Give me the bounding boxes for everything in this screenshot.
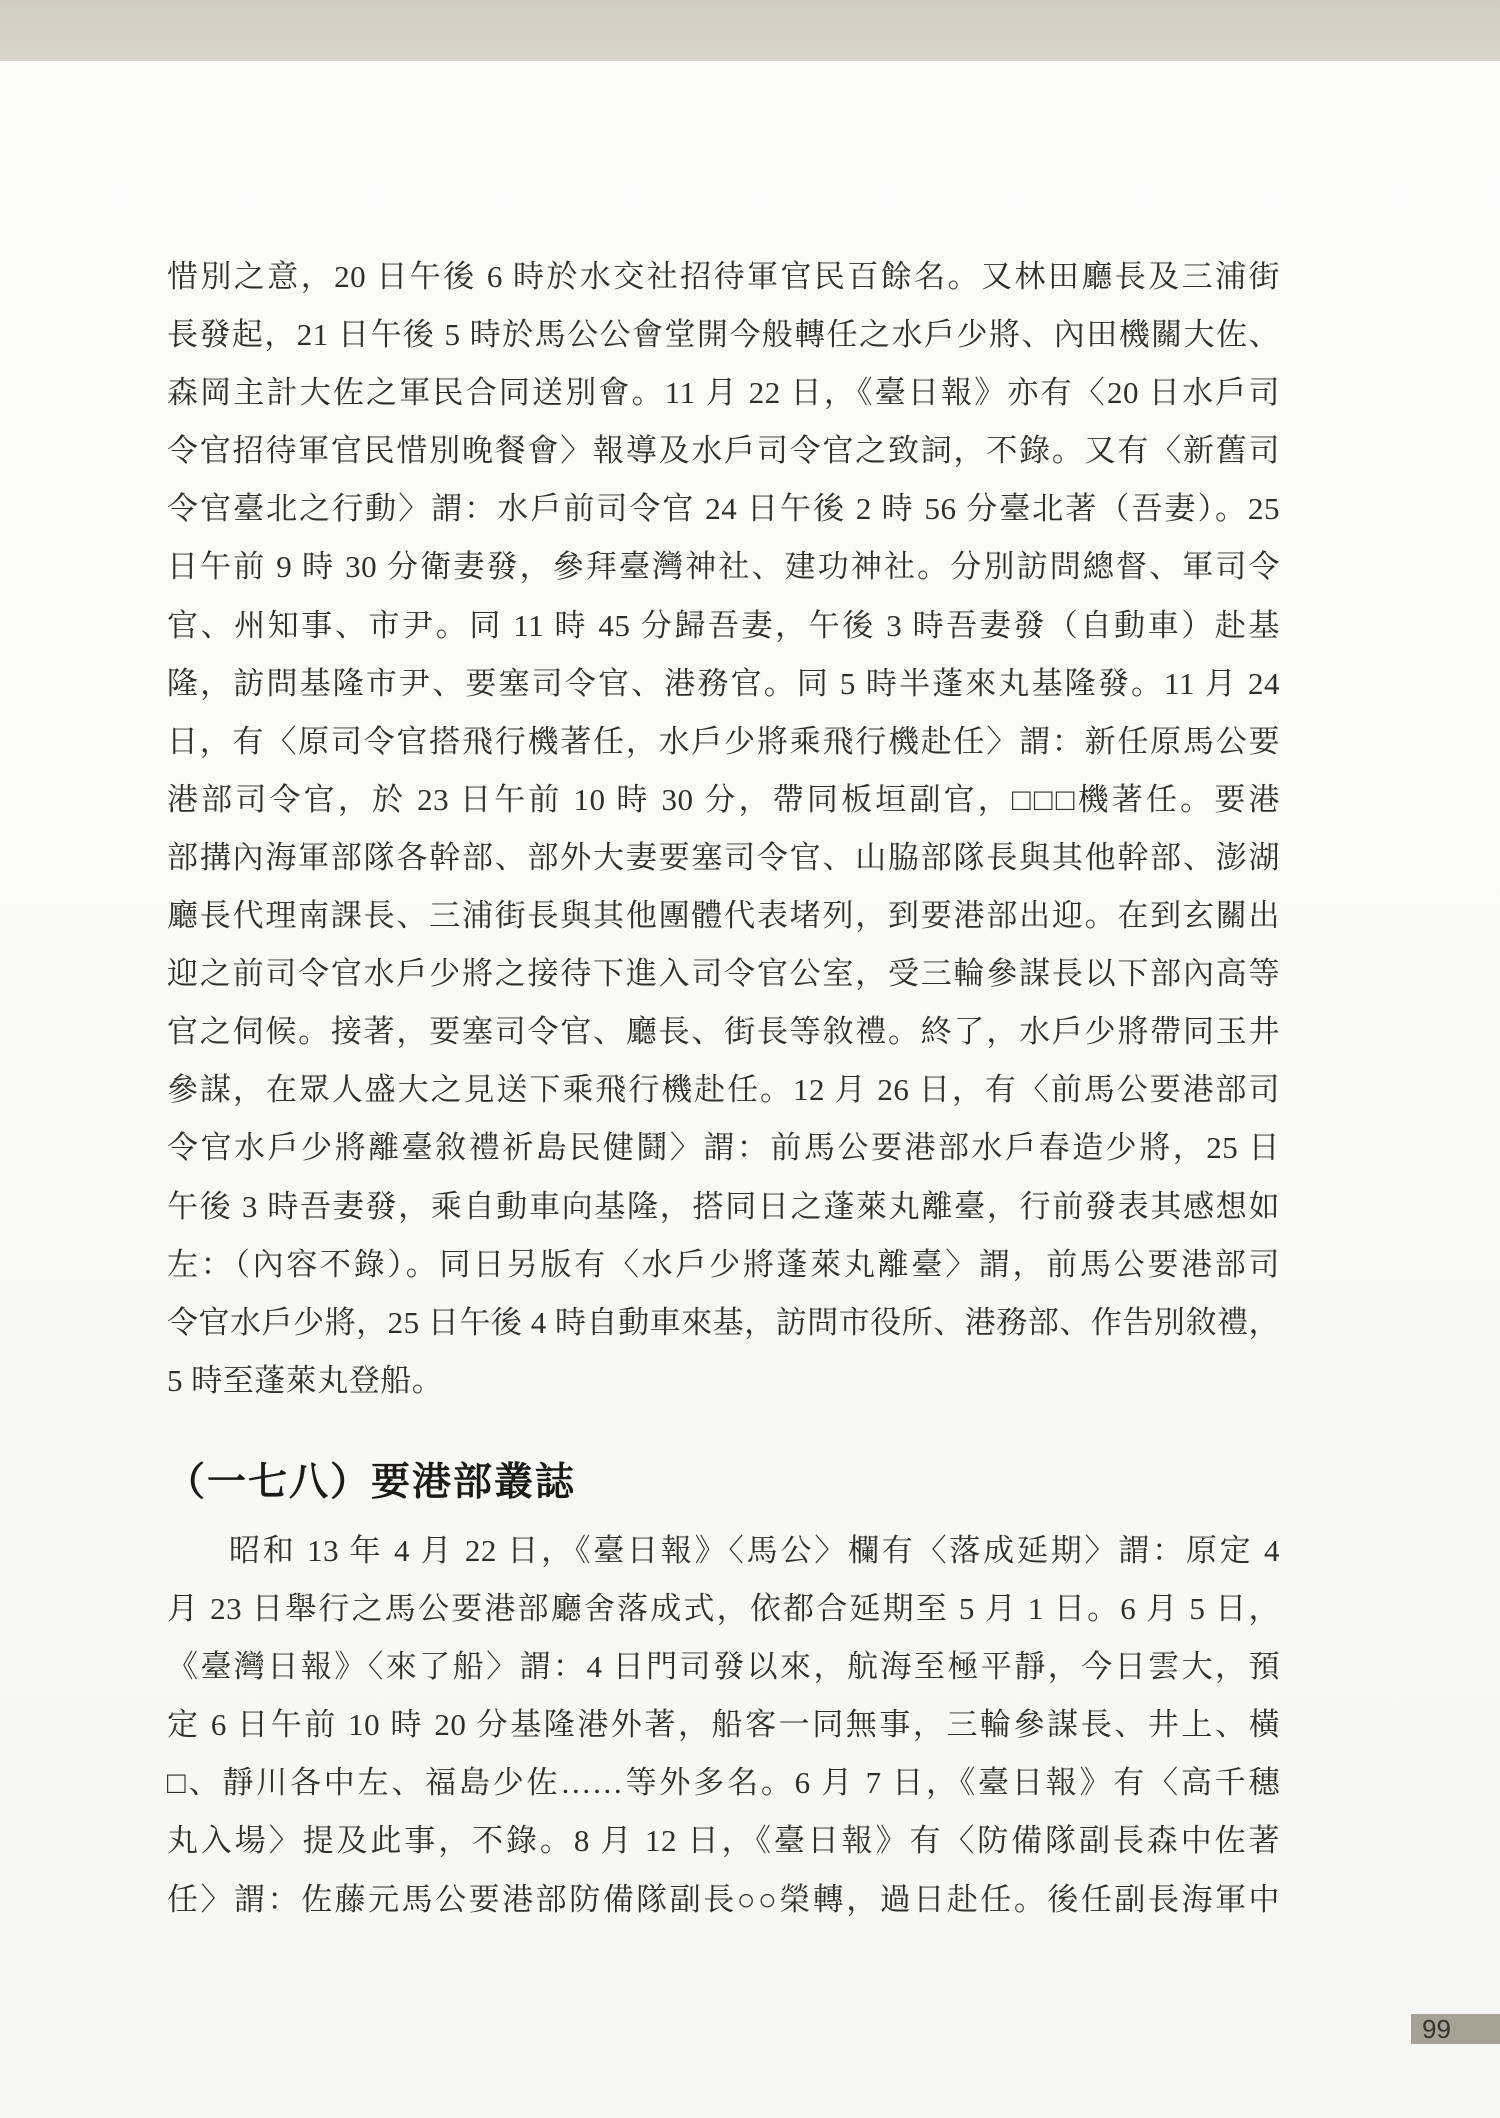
text-line: 隆，訪問基隆市尹、要塞司令官、港務官。同 5 時半蓬來丸基隆發。11 月 24 [167,665,1280,701]
page-number: 99 [1422,2014,1451,2044]
text-line: 部搆內海軍部隊各幹部、部外大妻要塞司令官、山脇部隊長與其他幹部、澎湖 [167,839,1280,875]
text-line: 月 23 日舉行之馬公要港部廳舍落成式，依都合延期至 5 月 1 日。6 月 5 日， [167,1591,1280,1627]
section-heading: （一七八）要港部叢誌 [166,1461,577,1504]
page-number-badge [1411,2014,1500,2044]
text-line: 迎之前司令官水戶少將之接待下進入司令官公室，受三輪參謀長以下部內高等 [167,956,1280,992]
text-line: 廳長代理南課長、三浦街長與其他團體代表堵列，到要港部出迎。在到玄關出 [167,898,1280,934]
text-line: 《臺灣日報》〈來了船〉謂：4 日門司發以來，航海至極平靜，今日雲大，預 [167,1649,1280,1685]
text-line: 左：（內容不錄）。同日另版有〈水戶少將蓬萊丸離臺〉謂，前馬公要港部司 [167,1246,1280,1282]
text-line: 定 6 日午前 10 時 20 分基隆港外著，船客一同無事，三輪參謀長、井上、橫 [167,1707,1280,1743]
text-line: 日午前 9 時 30 分衛妻發，參拜臺灣神社、建功神社。分別訪問總督、軍司令 [167,549,1280,585]
text-line: 5 時至蓬萊丸登船。 [167,1362,444,1398]
text-line: 日，有〈原司令官搭飛行機著任，水戶少將乘飛行機赴任〉謂：新任原馬公要 [167,723,1280,759]
text-line: 昭和 13 年 4 月 22 日，《臺日報》〈馬公〉欄有〈落成延期〉謂：原定 4 [229,1533,1280,1568]
text-line: 森岡主計大佐之軍民合同送別會。11 月 22 日，《臺日報》亦有〈20 日水戶司 [167,375,1280,411]
text-line: 參謀，在眾人盛大之見送下乘飛行機赴任。12 月 26 日，有〈前馬公要港部司 [167,1072,1280,1108]
body-paragraph-1 [167,248,1280,1410]
text-line: 令官水戶少將離臺敘禮祈島民健鬪〉謂：前馬公要港部水戶春造少將，25 日 [167,1130,1280,1166]
body-paragraph-2 [167,1522,1280,1929]
scan-edge-band [0,0,1500,61]
text-line: □、靜川各中左、福島少佐……等外多名。6 月 7 日，《臺日報》有〈高千穗 [167,1765,1280,1801]
text-line: 任〉謂：佐藤元馬公要港部防備隊副長○○榮轉，過日赴任。後任副長海軍中 [167,1881,1280,1917]
text-line: 令官招待軍官民惜別晚餐會〉報導及水戶司令官之致詞，不錄。又有〈新舊司 [167,433,1280,469]
text-line: 港部司令官，於 23 日午前 10 時 30 分，帶同板垣副官，□□□機著任。要港 [167,781,1280,817]
text-line: 午後 3 時吾妻發，乘自動車向基隆，搭同日之蓬萊丸離臺，行前發表其感想如 [167,1188,1280,1224]
text-line: 令官臺北之行動〉謂：水戶前司令官 24 日午後 2 時 56 分臺北著（吾妻）。25 [167,491,1280,527]
text-line: 長發起，21 日午後 5 時於馬公公會堂開今般轉任之水戶少將、內田機關大佐、 [167,317,1280,353]
text-line: 丸入場〉提及此事，不錄。8 月 12 日，《臺日報》有〈防備隊副長森中佐著 [167,1823,1280,1859]
text-line: 官之伺候。接著，要塞司令官、廳長、街長等敘禮。終了，水戶少將帶同玉井 [167,1014,1280,1050]
text-line: 惜別之意，20 日午後 6 時於水交社招待軍官民百餘名。又林田廳長及三浦街 [167,259,1280,294]
text-line: 令官水戶少將，25 日午後 4 時自動車來基，訪問市役所、港務部、作告別敘禮， [167,1304,1280,1340]
text-line: 官、州知事、市尹。同 11 時 45 分歸吾妻，午後 3 時吾妻發（自動車）赴基 [167,607,1280,643]
